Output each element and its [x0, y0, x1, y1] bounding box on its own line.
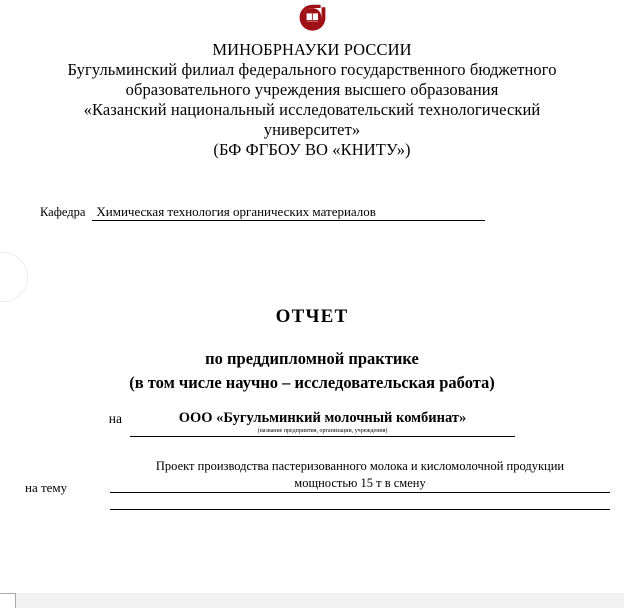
institution-heading — [0, 40, 624, 160]
topic-line-1[interactable] — [110, 458, 610, 493]
footer-corner-box — [0, 593, 16, 608]
topic-fields — [110, 458, 610, 510]
report-subtitle — [0, 347, 624, 395]
report-title: ОТЧЕТ — [275, 306, 349, 327]
organization-label: на — [108, 411, 122, 426]
topic-text-2: мощностью 15 т в смену — [294, 476, 426, 490]
institution-line-2: образовательного учреждения высшего образования — [125, 80, 499, 99]
topic-row — [25, 458, 610, 510]
organization-row — [40, 410, 584, 437]
topic-line-2[interactable] — [110, 493, 610, 510]
department-label: Кафедра — [40, 205, 86, 219]
institution-line-4: университет» — [263, 120, 361, 139]
knitu-emblem-icon — [298, 4, 326, 33]
ministry-line: МИНОБРНАУКИ РОССИИ — [212, 40, 412, 59]
window-footer-bar — [0, 593, 624, 608]
organization-caption: (название предприятия, организации, учреждения) — [257, 428, 388, 434]
organization-value[interactable]: ООО «Бугульминкий молочный комбинат» — [178, 410, 467, 426]
report-subtitle-line-1: по преддипломной практике — [205, 349, 419, 368]
topic-text-1: Проект производства пастеризованного молока и кисломолочной продукции — [155, 459, 565, 473]
institution-line-3: «Казанский национальный исследовательский технологический — [83, 100, 541, 119]
university-logo — [0, 4, 624, 33]
department-value[interactable]: Химическая технология органических материалов — [92, 204, 485, 221]
institution-line-1: Бугульминский филиал федерального государственного бюджетного — [67, 60, 557, 79]
report-subtitle-line-2: (в том числе научно – исследовательская работа) — [129, 373, 495, 392]
department-row — [40, 204, 584, 221]
topic-label: на тему — [25, 480, 68, 495]
organization-field[interactable] — [130, 410, 515, 437]
loading-spinner-artifact — [0, 252, 28, 302]
institution-line-5: (БФ ФГБОУ ВО «КНИТУ») — [213, 140, 411, 159]
